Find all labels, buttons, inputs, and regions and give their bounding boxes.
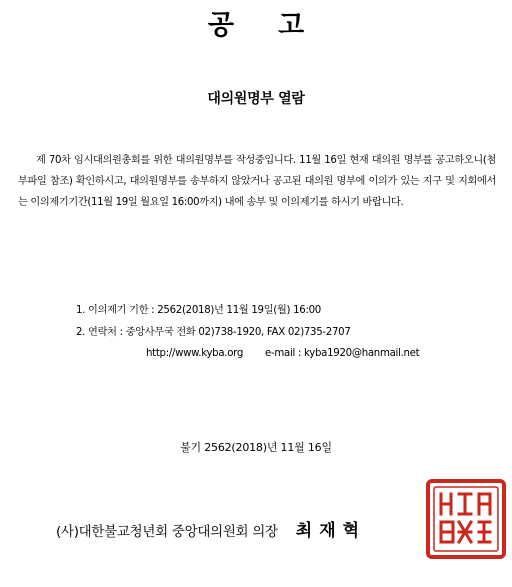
chairman-name: 최재혁 — [295, 521, 367, 541]
objection-deadline: 1. 이의제기 기한 : 2562(2018)년 11월 19일(월) 16:00 — [76, 305, 321, 316]
notice-subtitle: 대의원명부 열람 — [207, 91, 305, 107]
notice-body: 제 70차 임시대의원총회를 위한 대의원명부를 작성중입니다. 11월 16일 현재 대의원 명부를 공고하오니(첨부파일 참조) 확인하시고, 대의원명부를 송부하지 않았거나 공고된 대의원 명부에 이의가 있는 지구 및 지회에서는 이의제기기간(11월 19일 월요일 16:00까지) 내에 송부 및 이의제기를 하시기 바랍니다. — [18, 155, 496, 208]
official-seal-icon — [425, 478, 507, 560]
signature-line — [56, 519, 366, 544]
notice-date: 불기 2562(2018)년 11월 16일 — [180, 441, 332, 454]
notice-title: 공고 — [207, 10, 349, 41]
contact-extra — [76, 343, 506, 365]
signature-organization: (사)대한불교청년회 중앙대의원회 의장 — [56, 524, 278, 540]
email-address[interactable]: e-mail : kyba1920@hanmail.net — [265, 348, 420, 359]
notice-details — [76, 300, 506, 365]
contact-info: 2. 연락처 : 중앙사무국 전화 02)738-1920, FAX 02)735-2707 — [76, 326, 351, 338]
website-link[interactable]: http://www.kyba.org — [146, 348, 244, 359]
